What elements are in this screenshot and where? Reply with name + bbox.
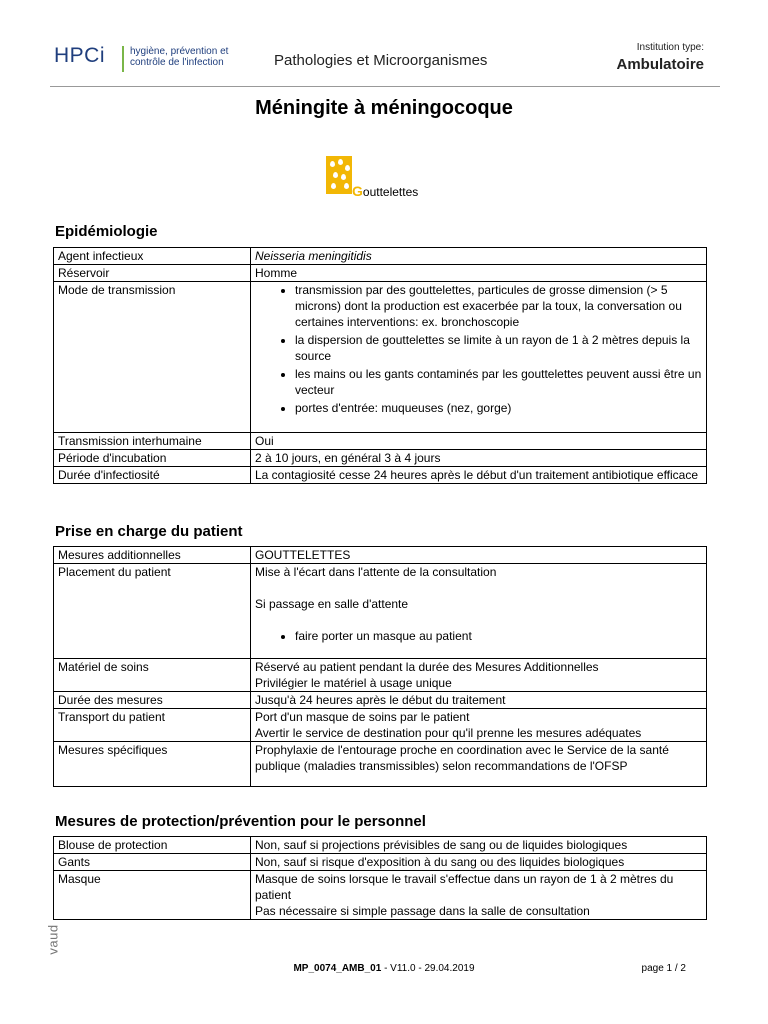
table-row: [54, 265, 707, 282]
page-number: page 1 / 2: [641, 963, 686, 974]
list-item: • les mains ou les gants contaminés par les gouttelettes peuvent aussi être un vecteur: [295, 366, 702, 398]
logo-divider: [122, 46, 124, 72]
row-value: GOUTTELETTES: [251, 547, 707, 564]
page-header: [50, 36, 718, 86]
table-row: [54, 450, 707, 467]
materiel-line: Réservé au patient pendant la durée des Mesures Additionnelles: [255, 660, 599, 674]
masque-line: Pas nécessaire si simple passage dans la salle de consultation: [255, 904, 590, 918]
transport-line: Avertir le service de destination pour qu'il prenne les mesures adéquates: [255, 726, 642, 740]
institution-block: [616, 42, 704, 73]
header-title: Pathologies et Microorganismes: [274, 52, 488, 69]
label-initial: G: [352, 183, 363, 199]
logo-tagline-line2: contrôle de l'infection: [130, 57, 224, 68]
row-label: Période d'incubation: [54, 450, 251, 467]
row-value: Non, sauf si risque d'exposition à du sang ou des liquides biologiques: [251, 854, 707, 871]
table-row: [54, 467, 707, 484]
institution-label: Institution type:: [636, 42, 704, 53]
row-value: 2 à 10 jours, en général 3 à 4 jours: [251, 450, 707, 467]
row-label: Agent infectieux: [54, 248, 251, 265]
table-row: [54, 659, 707, 692]
row-label: Matériel de soins: [54, 659, 251, 692]
row-label: Réservoir: [54, 265, 251, 282]
header-divider: [50, 86, 720, 87]
row-label: Transmission interhumaine: [54, 433, 251, 450]
row-label: Durée des mesures: [54, 692, 251, 709]
label-rest: outtelettes: [362, 185, 419, 199]
table-row: [54, 282, 707, 433]
placement-list: [255, 628, 702, 644]
institution-value: Ambulatoire: [616, 56, 704, 73]
table-row: [54, 692, 707, 709]
row-label: Mode de transmission: [54, 282, 251, 433]
placement-line: Si passage en salle d'attente: [255, 597, 409, 611]
row-value: [251, 709, 707, 742]
row-label: Transport du patient: [54, 709, 251, 742]
row-value: [251, 871, 707, 920]
prise-en-charge-table: [53, 546, 707, 787]
row-value: Oui: [251, 433, 707, 450]
transmission-type-label: [352, 183, 418, 199]
table-row: [54, 709, 707, 742]
row-label: Mesures additionnelles: [54, 547, 251, 564]
epidemiologie-table: [53, 247, 707, 484]
vaud-logo: [44, 922, 66, 958]
table-row: [54, 837, 707, 854]
table-row: [54, 248, 707, 265]
list-item: • transmission par des gouttelettes, particules de grosse dimension (> 5 microns) dont la production est exacerbée par la toux, la conversation ou certaines interventions: ex. bronchoscopie: [295, 282, 702, 330]
transport-line: Port d'un masque de soins par le patient: [255, 710, 470, 724]
list-item: • la dispersion de gouttelettes se limite à un rayon de 1 à 2 mètres depuis la source: [295, 332, 702, 364]
row-label: Blouse de protection: [54, 837, 251, 854]
table-row: [54, 871, 707, 920]
table-row: [54, 564, 707, 659]
table-row: [54, 547, 707, 564]
transmission-list: [255, 282, 702, 416]
row-label: Gants: [54, 854, 251, 871]
logo-text: HPCi: [54, 44, 106, 67]
table-row: [54, 854, 707, 871]
doc-code: MP_0074_AMB_01: [293, 963, 382, 974]
section-heading-prise-en-charge: Prise en charge du patient: [55, 523, 243, 540]
table-row: [54, 433, 707, 450]
row-value: Jusqu'à 24 heures après le début du traitement: [251, 692, 707, 709]
list-item: • faire porter un masque au patient: [295, 628, 702, 644]
row-value: [251, 282, 707, 433]
doc-version: - V11.0 - 29.04.2019: [381, 963, 475, 974]
list-item: • portes d'entrée: muqueuses (nez, gorge): [295, 400, 702, 416]
page-title: Méningite à méningocoque: [255, 97, 513, 119]
section-heading-protection: Mesures de protection/prévention pour le personnel: [55, 813, 426, 830]
row-value: Prophylaxie de l'entourage proche en coordination avec le Service de la santé publique (maladies transmissibles) selon recommandations de l'OFSP: [251, 742, 707, 787]
row-value: [251, 659, 707, 692]
row-value: Neisseria meningitidis: [251, 248, 707, 265]
droplets-icon: [326, 156, 352, 194]
placement-line: Mise à l'écart dans l'attente de la consultation: [255, 565, 497, 579]
row-value: Non, sauf si projections prévisibles de sang ou de liquides biologiques: [251, 837, 707, 854]
vaud-logo-text: vaud: [45, 924, 61, 955]
row-label: Durée d'infectiosité: [54, 467, 251, 484]
logo-tagline-line1: hygiène, prévention et: [130, 46, 229, 57]
logo-tagline: [130, 46, 228, 68]
row-label: Masque: [54, 871, 251, 920]
row-label: Mesures spécifiques: [54, 742, 251, 787]
row-label: Placement du patient: [54, 564, 251, 659]
protection-table: [53, 836, 707, 920]
row-value: Homme: [251, 265, 707, 282]
materiel-line: Privilégier le matériel à usage unique: [255, 676, 452, 690]
table-row: [54, 742, 707, 787]
section-heading-epidemiologie: Epidémiologie: [55, 223, 158, 240]
row-value: [251, 564, 707, 659]
row-value: La contagiosité cesse 24 heures après le début d'un traitement antibiotique efficace: [251, 467, 707, 484]
masque-line: Masque de soins lorsque le travail s'effectue dans un rayon de 1 à 2 mètres du patient: [255, 872, 674, 902]
